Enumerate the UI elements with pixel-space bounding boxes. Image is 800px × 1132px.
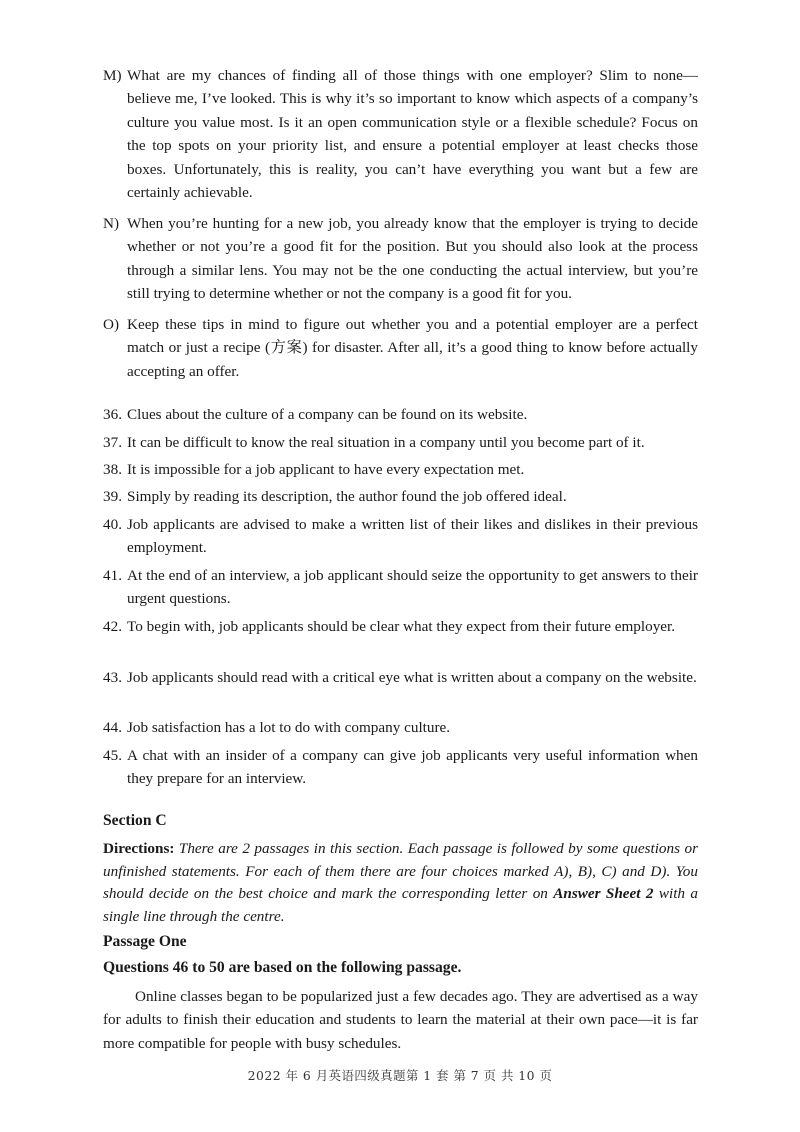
question-text: Job satisfaction has a lot to do with company culture. bbox=[127, 719, 451, 736]
question-number: 37. bbox=[103, 434, 122, 451]
question-number: 36. bbox=[103, 406, 122, 423]
question-text: Clues about the culture of a company can be found on its website. bbox=[127, 406, 528, 423]
question-number: 43. bbox=[103, 669, 122, 686]
question-text: Job applicants are advised to make a written list of their likes and dislikes in their previous employment. bbox=[127, 516, 698, 557]
section-directions bbox=[103, 838, 698, 928]
question-text: To begin with, job applicants should be clear what they expect from their future employer. bbox=[127, 618, 676, 635]
question-text: It is impossible for a job applicant to have every expectation met. bbox=[127, 461, 525, 478]
paragraph-n bbox=[103, 212, 698, 306]
question-number: 41. bbox=[103, 567, 122, 584]
question-36 bbox=[103, 403, 698, 426]
question-43 bbox=[103, 666, 698, 689]
question-text: A chat with an insider of a company can give job applicants very useful information when they prepare for an interview. bbox=[127, 747, 698, 788]
question-38 bbox=[103, 458, 698, 481]
question-42 bbox=[103, 615, 698, 638]
paragraph-label: N) bbox=[103, 215, 120, 232]
paragraph-m bbox=[103, 64, 698, 204]
paragraph-text: When you’re hunting for a new job, you already know that the employer is trying to decide whether or not you’re a good fit for the position. But you should also look at the process through a similar lens. You may not be the one conducting the actual interview, but you’re still trying to determine whether or not the company is a good fit for you. bbox=[127, 215, 698, 303]
paragraph-label: M) bbox=[103, 67, 122, 84]
paragraph-o bbox=[103, 313, 698, 383]
question-number: 45. bbox=[103, 747, 122, 764]
passage-body: Online classes began to be popularized just a few decades ago. They are advertised as a way for adults to finish their education and students to learn the material at their own pace—it is far more compatible for people with busy schedules. bbox=[103, 988, 698, 1052]
question-40 bbox=[103, 513, 698, 560]
answer-sheet-label: Answer Sheet 2 bbox=[553, 885, 654, 903]
question-number: 39. bbox=[103, 488, 122, 505]
directions-text-end: with a single line through the centre. bbox=[103, 885, 698, 925]
question-number: 38. bbox=[103, 461, 122, 478]
questions-heading: Questions 46 to 50 are based on the following passage. bbox=[103, 959, 462, 976]
page-footer: 2022 年 6 月英语四级真题第 1 套 第 7 页 共 10 页 bbox=[247, 1068, 553, 1083]
passage-title: Passage One bbox=[103, 933, 187, 950]
question-text: It can be difficult to know the real situation in a company until you become part of it. bbox=[127, 434, 645, 451]
question-45 bbox=[103, 744, 698, 791]
paragraph-label: O) bbox=[103, 316, 120, 333]
paragraph-text: What are my chances of finding all of those things with one employer? Slim to none—believe me, I’ve looked. This is why it’s so important to know which aspects of a company’s culture you value most. Is it an open communication style or a flexible schedule? Focus on the top spots on your priority list, and ensure a potential employer at least checks those boxes. Unfortunately, this is reality, you can’t have everything you want but a few are certainly achievable. bbox=[127, 67, 698, 202]
paragraph-text: Keep these tips in mind to figure out whether you and a potential employer are a perfect match or just a recipe (方案) for disaster. After all, it’s a good thing to know before actually accepting an offer. bbox=[127, 316, 698, 380]
question-text: At the end of an interview, a job applicant should seize the opportunity to get answers to their urgent questions. bbox=[127, 567, 698, 608]
question-37 bbox=[103, 431, 698, 454]
question-number: 44. bbox=[103, 719, 122, 736]
question-number: 40. bbox=[103, 516, 122, 533]
question-44 bbox=[103, 716, 698, 739]
directions-text: There are 2 passages in this section. Each passage is followed by some questions or unfinished statements. For each of them there are four choices marked A), B), C) and D). You should decide on the best choice and mark the corresponding letter on bbox=[103, 840, 698, 903]
question-text: Simply by reading its description, the author found the job offered ideal. bbox=[127, 488, 567, 505]
question-41 bbox=[103, 564, 698, 611]
section-title: Section C bbox=[103, 812, 167, 829]
directions-label: Directions: bbox=[103, 840, 175, 857]
question-39 bbox=[103, 485, 698, 508]
question-number: 42. bbox=[103, 618, 122, 635]
question-text: Job applicants should read with a critical eye what is written about a company on the website. bbox=[127, 669, 697, 686]
